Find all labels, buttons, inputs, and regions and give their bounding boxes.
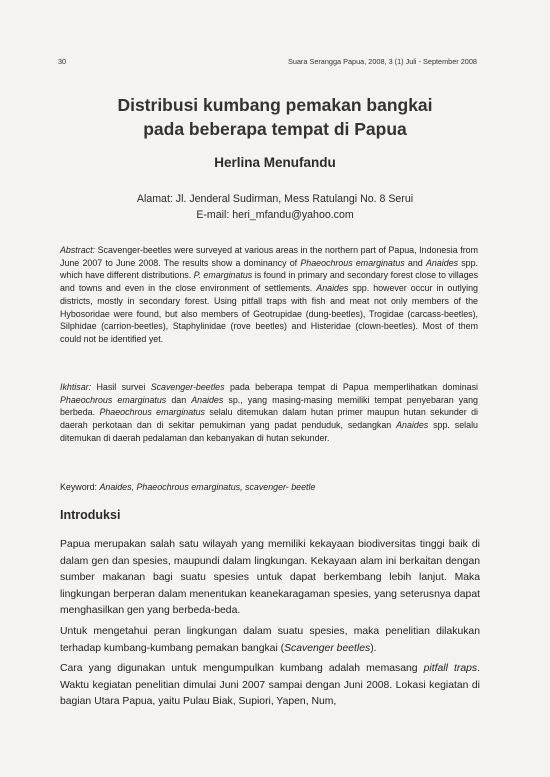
ikhtisar-text: Hasil survei — [91, 382, 151, 392]
abstract-text: and — [404, 257, 426, 268]
ikhtisar-text: pada beberapa tempat di Papua memperlihatkan dominasi — [224, 382, 478, 392]
section-heading: Introduksi — [60, 508, 121, 522]
genus-name: Anaides — [425, 257, 459, 268]
affiliation — [60, 192, 490, 223]
species-name: Phaeochrous emarginatus — [300, 257, 405, 268]
keywords-value: Anaides, Phaeochrous emarginatus, scavenger- beetle — [99, 482, 316, 492]
page-number: 30 — [58, 57, 67, 66]
running-header: Suara Serangga Papua, 2008, 3 (1) Juli - September 2008 — [287, 57, 477, 66]
abstract-english — [60, 244, 478, 346]
common-name: Scavenger-beetles — [150, 382, 225, 392]
address: Alamat: Jl. Jenderal Sudirman, Mess Ratulangi No. 8 Serui — [136, 193, 414, 205]
abstract-text: spp. however occur in outlying districts, mostly in secondary forest. Using pitfall traps with fish and meat not only members of the Hybosoridae were found, but also members of Geotrupidae (dung-beetles), Trogidae (carcass-beetles), Silphidae (carrion-beetles), Staphylinidae (rove beetles) and Histeridae (clown-beetles). Most of them could not be identified yet. — [60, 283, 478, 344]
abstract-text: Scavenger-beetles were surveyed at various areas in the northern part of Papua, Indonesia from June 2007 to June 2008. The results show a dominancy of — [60, 245, 478, 268]
paragraph-text: Untuk mengetahui peran lingkungan dalam suatu spesies, maka penelitian dilakukan terhadap kumbang-kumbang pemakan bangkai ( — [60, 626, 480, 654]
species-name: Phaeochrous emarginatus — [99, 407, 205, 418]
keywords-label: Keyword: — [60, 482, 100, 492]
ikhtisar-text: dan — [166, 394, 192, 405]
abstract-text: spp. which have different distributions. — [60, 257, 478, 281]
abstract-indonesian — [60, 381, 478, 445]
abstract-label: Abstract: — [60, 245, 96, 255]
ikhtisar-text: sp., yang masing-masing memiliki tempat penyebaran yang berbeda. — [60, 394, 478, 418]
common-name: Scavenger beetles — [284, 642, 371, 654]
species-name: Phaeochrous emarginatus — [60, 394, 167, 405]
title-line-1: Distribusi kumbang pemakan bangkai — [117, 95, 433, 115]
paragraph-3 — [60, 661, 480, 711]
ikhtisar-text: spp. selalu ditemukan di daerah pedalaman dan kebanyakan di hutan sekunder. — [60, 420, 478, 443]
method-term: pitfall traps — [423, 663, 478, 674]
paragraph-1: Papua merupakan salah satu wilayah yang memiliki kekayaan biodiversitas tinggi baik di dalam gen dan spesies, maupundi dalam lingkungan. Kekayaan alam ini berkaitan dengan sumber makanan bagi suatu spesies untuk dapat berkembang lebih lanjut. Maka lingkungan berperan dalam menentukan keanekaragaman spesies, yang seterusnya dapat menghasilkan gen yang berbeda-beda. — [60, 539, 480, 617]
article-title — [60, 93, 490, 141]
email: E-mail: heri_mfandu@yahoo.com — [196, 208, 354, 221]
species-name: P. emarginatus — [193, 270, 253, 281]
paragraph-text: Cara yang digunakan untuk mengumpulkan kumbang adalah memasang — [60, 663, 424, 674]
genus-name: Anaides — [191, 394, 224, 405]
genus-name: Anaides — [396, 420, 429, 431]
ikhtisar-text: selalu ditemukan dalam hutan primer maupun hutan sekunder di daerah perkotaan dan di sekitar pemukiman yang padat penduduk, sedangkan — [60, 407, 478, 431]
ikhtisar-label: Ikhtisar: — [60, 382, 92, 392]
genus-name: Anaides — [316, 283, 349, 294]
abstract-text: is found in primary and secondary forest close to villages and towns and even in the close environment of settlements. — [60, 270, 479, 294]
paragraph-2 — [60, 624, 480, 657]
title-line-2: pada beberapa tempat di Papua — [143, 119, 407, 139]
keywords — [60, 481, 478, 494]
paragraph-text: ). — [370, 642, 377, 654]
author-name: Herlina Menufandu — [214, 155, 336, 170]
paragraph-text: . Waktu kegiatan penelitian dimulai Juni 2007 sampai dengan Juni 2008. Lokasi kegiatan di bagian Utara Papua, yaitu Pulau Biak, Supiori, Yapen, Num, — [60, 663, 480, 708]
